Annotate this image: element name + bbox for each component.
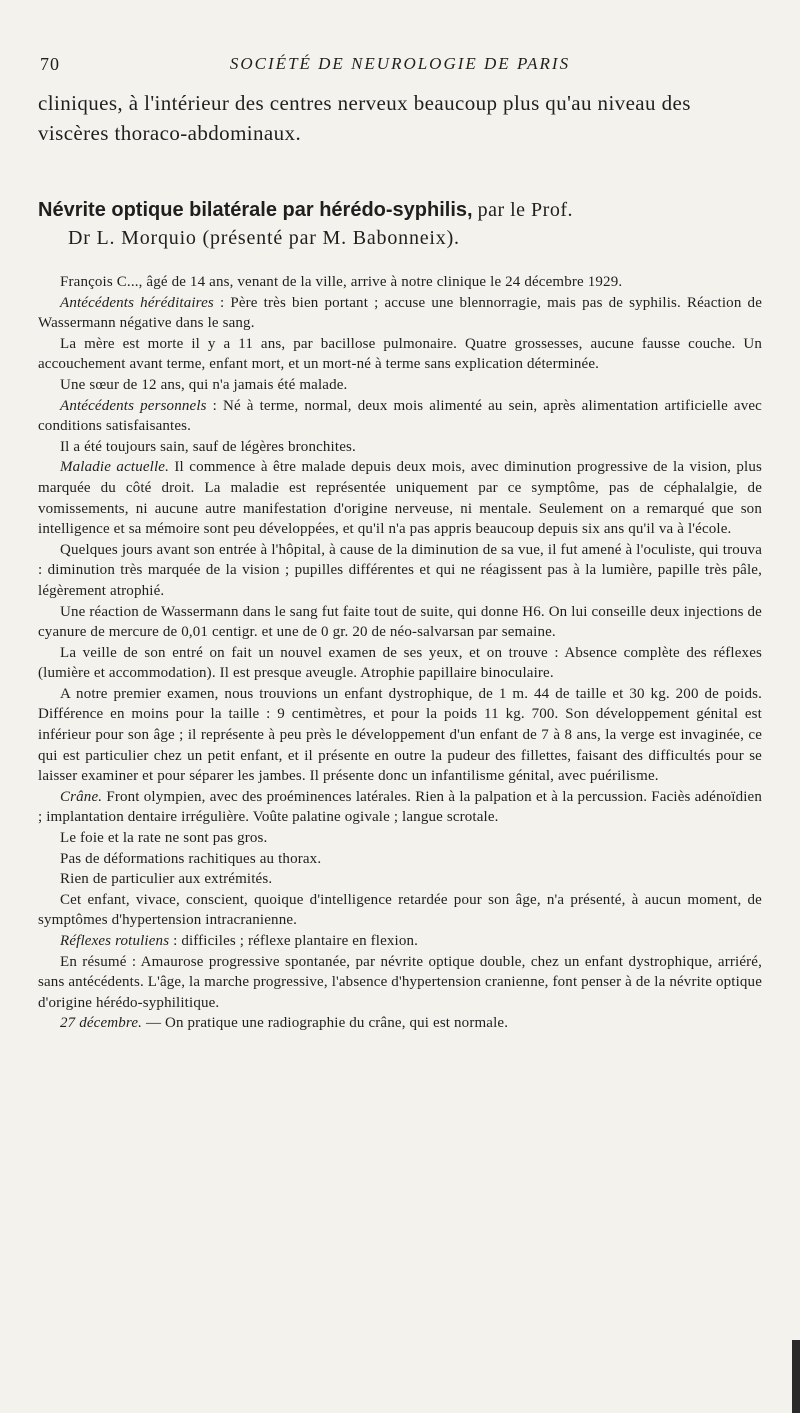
paragraph: Antécédents personnels : Né à terme, normal, deux mois alimenté au sein, après alimentation artificielle avec conditions satisfaisantes.	[38, 397, 762, 435]
paragraph: Crâne. Front olympien, avec des proéminences latérales. Rien à la palpation et à la percussion. Faciès adénoïdien ; implantation dentaire irrégulière. Voûte palatine ogivale ; langue scrotale.	[38, 788, 762, 826]
paragraph: A notre premier examen, nous trouvions un enfant dystrophique, de 1 m. 44 de taille et 30 kg. 200 de poids. Différence en moins pour la taille : 9 centimètres, et pour la poids 11 kg. 700. Son développement génital est inférieur pour son âge ; il représente à peu près le développement d'un enfant de 7 à 8 ans, la verge est invaginée, ce qui est particulier chez un petit enfant, et il présente en outre la pudeur des fillettes, faisant des difficultés pour se laisser examiner et pour séparer les jambes. Il présente donc un infantilisme génital, avec puérilisme.	[38, 685, 762, 785]
page-content	[38, 88, 762, 1034]
paragraph: Une sœur de 12 ans, qui n'a jamais été malade.	[60, 376, 348, 393]
paragraph: 27 décembre. — On pratique une radiographie du crâne, qui est normale.	[60, 1015, 509, 1032]
paragraph: Maladie actuelle. Il commence à être malade depuis deux mois, avec diminution progressive de la vision, plus marquée du côté droit. La maladie est représentée uniquement par ce symptôme, pas de céphalalgie, de vomissements, ni aucune autre manifestation d'origine nerveuse, ni mentale. Seulement on a remarqué que son intelligence et sa mémoire sont peu développées, et qu'il n'a pas appris beaucoup depuis six ans qu'il va à l'école.	[38, 459, 762, 538]
page-header	[40, 54, 760, 78]
paragraph: Pas de déformations rachitiques au thorax.	[60, 850, 322, 867]
page-number: 70	[40, 54, 60, 74]
paragraph: Cet enfant, vivace, conscient, quoique d'intelligence retardée pour son âge, n'a présenté, à aucun moment, de symptômes d'hypertension intracranienne.	[38, 891, 762, 929]
paragraph: Rien de particulier aux extrémités.	[60, 871, 273, 888]
article-body	[38, 272, 762, 1034]
paragraph: La mère est morte il y a 11 ans, par bacillose pulmonaire. Quatre grossesses, aucune fausse couche. Un accouchement avant terme, enfant mort, et un mort-né à terme sans explication déterminée.	[38, 335, 762, 373]
article-title	[38, 196, 762, 252]
paragraph: Réflexes rotuliens : difficiles ; réflexe plantaire en flexion.	[60, 933, 419, 949]
running-head: SOCIÉTÉ DE NEUROLOGIE DE PARIS	[229, 54, 571, 73]
intro-paragraph: cliniques, à l'intérieur des centres nerveux beaucoup plus qu'au niveau des viscères thoraco-abdominaux.	[38, 91, 691, 145]
paragraph: Quelques jours avant son entrée à l'hôpital, à cause de la diminution de sa vue, il fut amené à l'oculiste, qui trouva : diminution très marquée de la vision ; pupilles différentes et qui ne réagissent pas à la lumière, papille très pâle, légèrement atrophié.	[38, 541, 762, 599]
article-title-byline: par le Prof.	[477, 199, 573, 221]
paragraph: Antécédents héréditaires : Père très bien portant ; accuse une blennorragie, mais pas de syphilis. Réaction de Wassermann négative dans le sang.	[38, 294, 763, 332]
page-edge-mark	[792, 1340, 800, 1413]
article-title-author: Dr L. Morquio (présenté par M. Babonneix).	[68, 227, 460, 249]
paragraph: La veille de son entré on fait un nouvel examen de ses yeux, et on trouve : Absence complète des réflexes (lumière et accommodation). Il est presque aveugle. Atrophie papillaire binoculaire.	[38, 644, 762, 682]
article-title-main: Névrite optique bilatérale par hérédo-syphilis,	[38, 199, 473, 221]
paragraph: Il a été toujours sain, sauf de légères bronchites.	[60, 438, 356, 455]
paragraph: Une réaction de Wassermann dans le sang fut faite tout de suite, qui donne H6. On lui conseille deux injections de cyanure de mercure de 0,01 centigr. et une de 0 gr. 20 de néo-salvarsan par semaine.	[38, 603, 762, 641]
paragraph: François C..., âgé de 14 ans, venant de la ville, arrive à notre clinique le 24 décembre 1929.	[60, 274, 623, 290]
paragraph: En résumé : Amaurose progressive spontanée, par névrite optique double, chez un enfant dystrophique, arriéré, sans antécédents. L'âge, la marche progressive, l'absence d'hypertension cranienne, font penser à de la névrite optique d'origine hérédo-syphilitique.	[38, 953, 762, 1011]
paragraph: Le foie et la rate ne sont pas gros.	[60, 830, 268, 847]
